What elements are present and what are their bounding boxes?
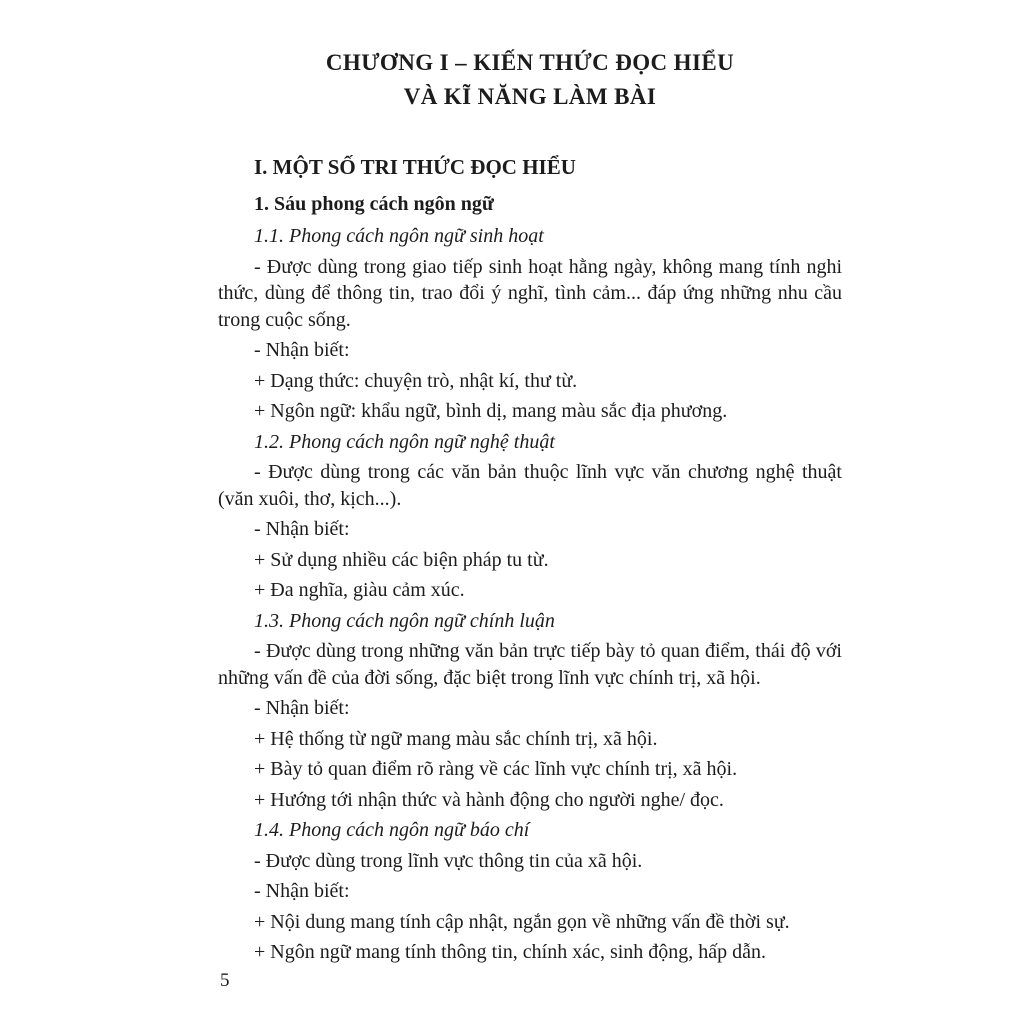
page-number: 5	[220, 970, 230, 991]
body-line: - Được dùng trong giao tiếp sinh hoạt hằng ngày, không mang tính nghi thức, dùng để thông tin, trao đổi ý nghĩ, tình cảm... đáp ứng những nhu cầu trong cuộc sống.	[218, 255, 842, 331]
body-line: - Được dùng trong những văn bản trực tiếp bày tỏ quan điểm, thái độ với những vấn đề của đời sống, đặc biệt trong lĩnh vực chính trị, xã hội.	[218, 640, 842, 689]
chapter-title-line-1: CHƯƠNG I – KIẾN THỨC ĐỌC HIỂU	[325, 50, 735, 75]
body-line: + Nội dung mang tính cập nhật, ngắn gọn về những vấn đề thời sự.	[254, 910, 790, 933]
body-line: - Nhận biết:	[254, 339, 350, 361]
body-line: + Bày tỏ quan điểm rõ ràng về các lĩnh vực chính trị, xã hội.	[254, 758, 738, 780]
body-line: + Đa nghĩa, giàu cảm xúc.	[254, 579, 465, 601]
heading-1-2: 1.2. Phong cách ngôn ngữ nghệ thuật	[254, 430, 555, 453]
heading-1-4: 1.4. Phong cách ngôn ngữ báo chí	[254, 819, 530, 841]
body-line: + Sử dụng nhiều các biện pháp tu từ.	[254, 548, 549, 571]
body-line: + Ngôn ngữ mang tính thông tin, chính xác, sinh động, hấp dẫn.	[254, 941, 767, 963]
subsection-heading: 1. Sáu phong cách ngôn ngữ	[254, 193, 494, 215]
body-line: + Ngôn ngữ: khẩu ngữ, bình dị, mang màu sắc địa phương.	[254, 400, 728, 422]
body-line: + Hướng tới nhận thức và hành động cho người nghe/ đọc.	[254, 788, 724, 811]
body-line: - Nhận biết:	[254, 880, 350, 902]
section-heading: I. MỘT SỐ TRI THỨC ĐỌC HIỂU	[254, 155, 576, 179]
chapter-title	[218, 46, 842, 114]
chapter-title-line-2: VÀ KĨ NĂNG LÀM BÀI	[403, 84, 657, 109]
page-content	[218, 46, 842, 970]
heading-1-3: 1.3. Phong cách ngôn ngữ chính luận	[254, 609, 555, 632]
body-line: + Hệ thống từ ngữ mang màu sắc chính trị, xã hội.	[254, 727, 658, 750]
body-line: + Dạng thức: chuyện trò, nhật kí, thư từ.	[254, 369, 578, 392]
heading-1-1: 1.1. Phong cách ngôn ngữ sinh hoạt	[254, 225, 544, 247]
body-line: - Được dùng trong lĩnh vực thông tin của xã hội.	[254, 849, 643, 872]
body-line: - Được dùng trong các văn bản thuộc lĩnh vực văn chương nghệ thuật (văn xuôi, thơ, kịch...).	[218, 461, 842, 510]
body-text	[218, 223, 842, 966]
body-line: - Nhận biết:	[254, 518, 350, 540]
body-line: - Nhận biết:	[254, 697, 350, 719]
